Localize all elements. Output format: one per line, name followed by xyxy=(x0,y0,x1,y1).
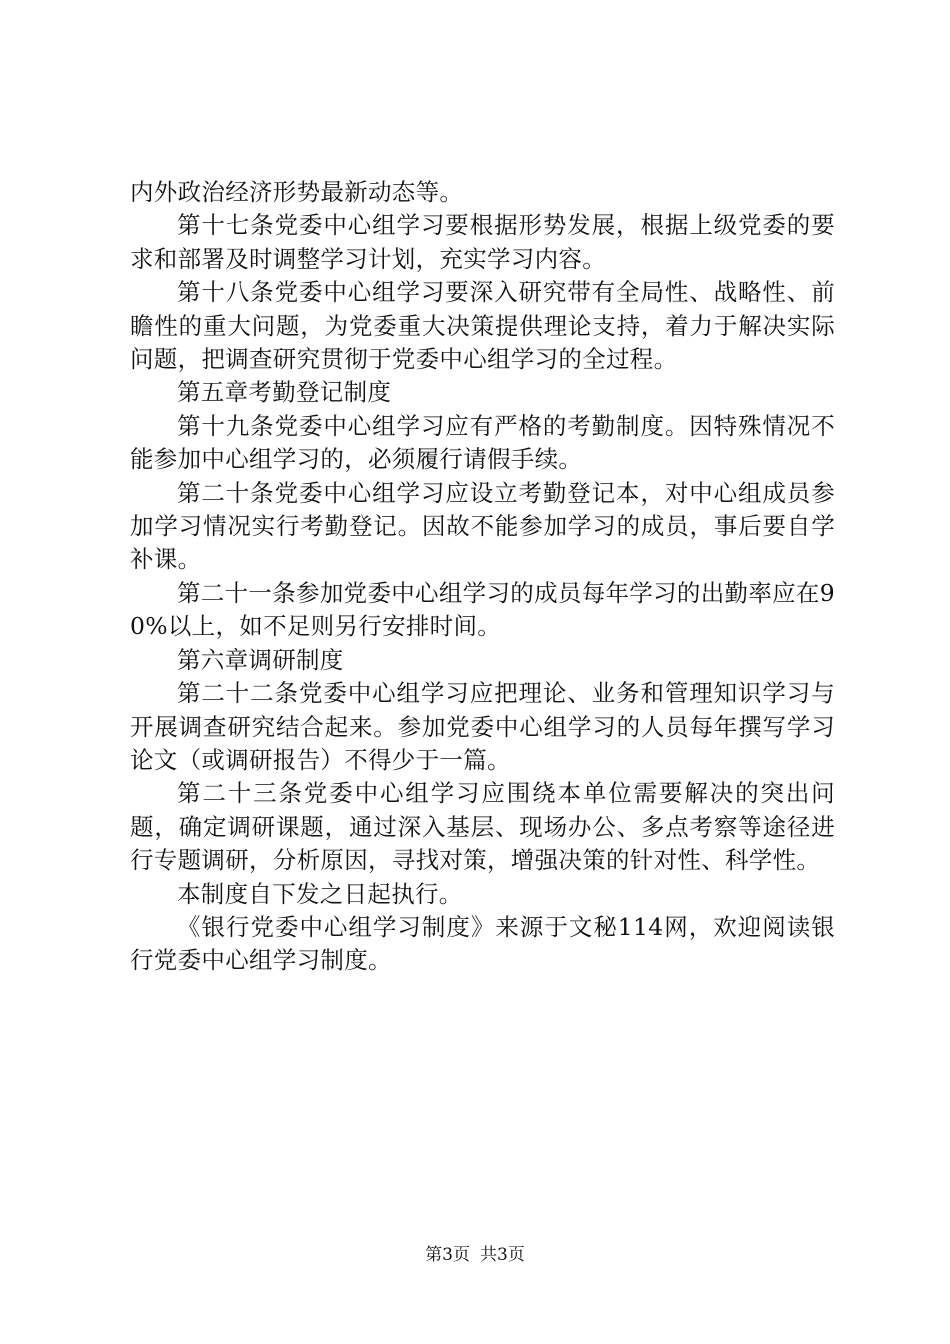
paragraph-article-21: 第二十一条参加党委中心组学习的成员每年学习的出勤率应在90%以上，如不足则另行安排时间。 xyxy=(130,578,835,641)
paragraph-article-20: 第二十条党委中心组学习应设立考勤登记本，对中心组成员参加学习情况实行考勤登记。因故不能参加学习的成员，事后要自学补课。 xyxy=(130,478,835,574)
page-total: 共3页 xyxy=(480,1245,525,1265)
paragraph-effective-date: 本制度自下发之日起执行。 xyxy=(177,879,463,908)
paragraph-article-17: 第十七条党委中心组学习要根据形势发展，根据上级党委的要求和部署及时调整学习计划，充实学习内容。 xyxy=(130,211,835,273)
paragraph-continuation: 内外政治经济形势最新动态等。 xyxy=(130,178,464,206)
paragraph-source-note: 《银行党委中心组学习制度》来源于文秘114网，欢迎阅读银行党委中心组学习制度。 xyxy=(130,912,835,975)
paragraph-article-23: 第二十三条党委中心组学习应围绕本单位需要解决的突出问题，确定调研课题，通过深入基层、现场办公、多点考察等途径进行专题调研，分析原因，寻找对策，增强决策的针对性、科学性。 xyxy=(130,779,835,875)
chapter-heading-6: 第六章调研制度 xyxy=(177,645,344,674)
paragraph-article-22: 第二十二条党委中心组学习应把理论、业务和管理知识学习与开展调查研究结合起来。参加党委中心组学习的人员每年撰写学习论文（或调研报告）不得少于一篇。 xyxy=(130,679,835,774)
paragraph-article-18: 第十八条党委中心组学习要深入研究带有全局性、战略性、前瞻性的重大问题，为党委重大决策提供理论支持，着力于解决实际问题，把调查研究贯彻于党委中心组学习的全过程。 xyxy=(130,278,835,374)
page-footer xyxy=(0,1244,950,1266)
paragraph-article-19: 第十九条党委中心组学习应有严格的考勤制度。因特殊情况不能参加中心组学习的，必须履行请假手续。 xyxy=(130,411,835,474)
chapter-heading-5: 第五章考勤登记制度 xyxy=(177,378,392,407)
page-number: 第3页 xyxy=(425,1245,470,1265)
document-body xyxy=(130,176,835,978)
